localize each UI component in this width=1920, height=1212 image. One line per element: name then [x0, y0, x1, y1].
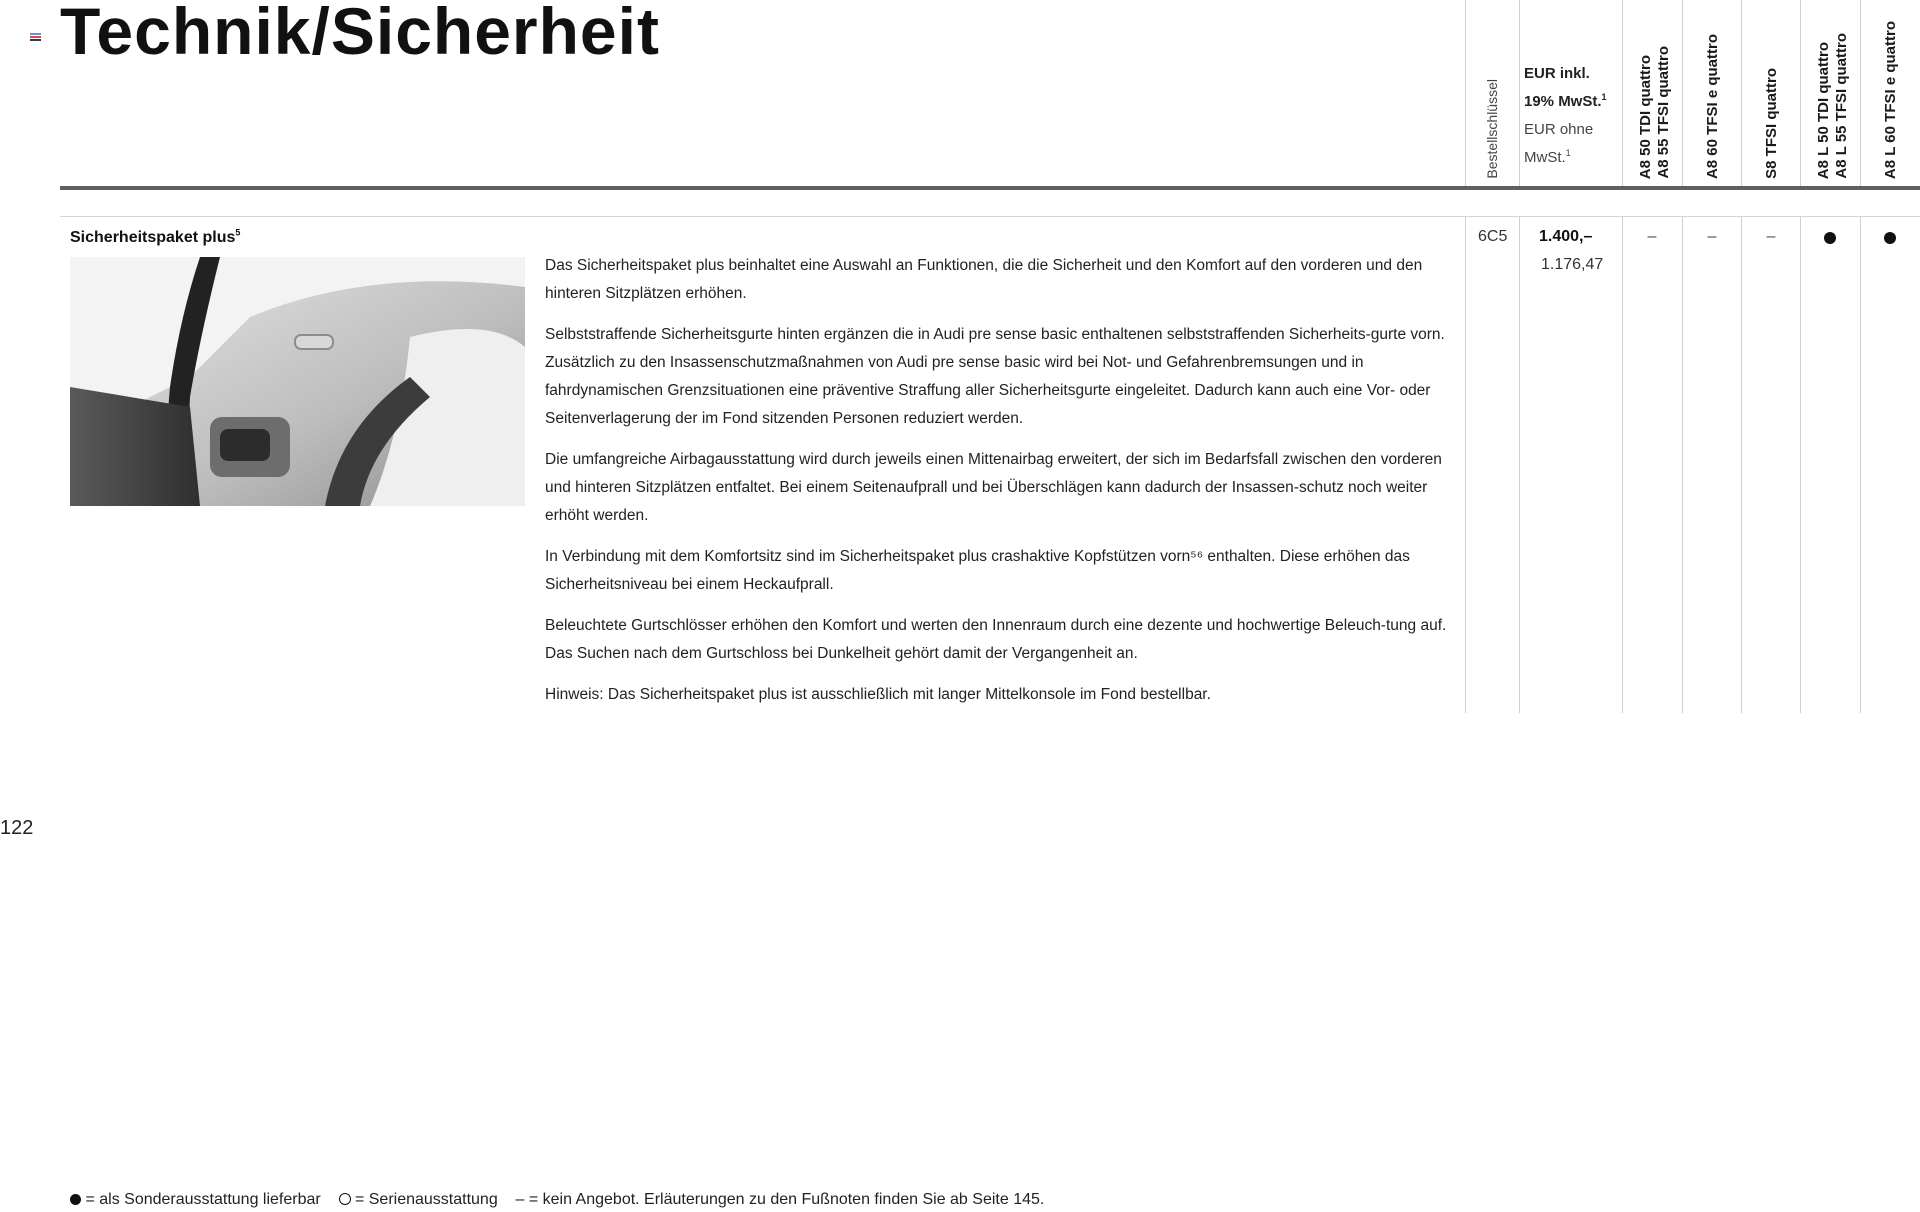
- open-circle-icon: [339, 1193, 351, 1205]
- column-divider: [1800, 217, 1801, 713]
- page-number: 122: [0, 817, 34, 839]
- page-title: Technik/Sicherheit: [60, 0, 660, 68]
- description-paragraph: Das Sicherheitspaket plus beinhaltet eine Auswahl an Funktionen, die die Sicherheit und den Komfort auf den vorderen und den hinteren Sitzplätzen erhöhen.: [545, 257, 1423, 302]
- column-divider: [1622, 0, 1623, 186]
- availability-value: –: [1707, 228, 1717, 245]
- model-header-3: S8 TFSI quattro: [1763, 68, 1780, 179]
- column-divider: [1465, 0, 1466, 186]
- flag-icon: [30, 33, 41, 42]
- model-header-1a: A8 50 TDI quattro: [1637, 54, 1654, 179]
- price-excl-vat: 1.176,47: [1541, 256, 1604, 273]
- filled-dot-icon: [1884, 232, 1896, 244]
- availability-cell: [1682, 228, 1742, 246]
- column-divider: [1682, 217, 1683, 713]
- availability-value: –: [1766, 228, 1776, 245]
- model-header-1b: A8 55 TFSI quattro: [1655, 46, 1672, 179]
- column-divider: [1860, 217, 1861, 713]
- column-divider: [1860, 0, 1861, 186]
- model-header-4a: A8 L 50 TDI quattro: [1815, 41, 1832, 179]
- column-divider: [1519, 217, 1520, 713]
- availability-value: –: [1647, 228, 1657, 245]
- item-description: [545, 252, 1455, 722]
- description-paragraph: Selbststraffende Sicherheitsgurte hinten ergänzen die in Audi pre sense basic enthaltenen selbststraffenden Sicherheits-gurte vorn. Zusätzlich zu den Insassenschutzmaßnahmen von Audi pre sense basic wird bei Not- und Gefahrenbremsungen und in fahrdynamischen Grenzsituationen eine präventive Straffung aller Sicherheitsgurte eingeleitet. Dadurch kann auch eine Vor- oder Seitenverlagerung der im Fond sitzenden Personen reduziert werden.: [545, 326, 1445, 427]
- price-header: [1524, 60, 1607, 172]
- price-excl-label-1: EUR ohne: [1524, 121, 1594, 138]
- legend-optional: = als Sonderausstattung lieferbar: [85, 1191, 321, 1208]
- price-incl-label-1: EUR inkl.: [1524, 65, 1590, 82]
- price-excl-label-2: MwSt.: [1524, 149, 1566, 166]
- description-paragraph: Beleuchtete Gurtschlösser erhöhen den Komfort und werten den Innenraum durch eine dezente und hochwertige Beleuch-tung auf. Das Suchen nach dem Gurtschloss bei Dunkelheit gehört damit der Vergangenheit an.: [545, 617, 1447, 662]
- row-rule: [60, 216, 1920, 217]
- model-header-2: A8 60 TFSI e quattro: [1704, 33, 1721, 179]
- availability-cell: [1860, 228, 1920, 249]
- item-footnote: 5: [235, 227, 241, 238]
- price-incl-vat: 1.400,–: [1539, 228, 1593, 245]
- car-interior-seatbelt-photo: [70, 257, 525, 506]
- column-divider: [1682, 0, 1683, 186]
- availability-cell: [1741, 228, 1801, 246]
- column-divider: [1465, 217, 1466, 713]
- availability-cell: [1800, 228, 1860, 249]
- filled-dot-icon: [70, 1194, 81, 1205]
- legend-none: – = kein Angebot. Erläuterungen zu den Fußnoten finden Sie ab Seite 145.: [515, 1191, 1045, 1208]
- order-code: 6C5: [1478, 228, 1508, 245]
- footnote-mark: 1: [1565, 148, 1571, 158]
- item-title-text: Sicherheitspaket plus: [70, 229, 236, 246]
- model-header-5: A8 L 60 TFSI e quattro: [1882, 20, 1899, 179]
- legend: [70, 1191, 1044, 1209]
- model-header-4b: A8 L 55 TFSI quattro: [1833, 33, 1850, 179]
- availability-cell: [1622, 228, 1682, 246]
- order-key-header: Bestellschlüssel: [1484, 79, 1500, 179]
- price-incl-label-2: 19% MwSt.: [1524, 93, 1602, 110]
- footnote-mark: 1: [1601, 92, 1607, 102]
- column-divider: [1800, 0, 1801, 186]
- column-divider: [1741, 0, 1742, 186]
- item-title: [70, 229, 240, 247]
- filled-dot-icon: [1824, 232, 1836, 244]
- legend-standard: = Serienausstattung: [354, 1191, 498, 1208]
- column-divider: [1622, 217, 1623, 713]
- header-rule: [60, 186, 1920, 190]
- description-paragraph: In Verbindung mit dem Komfortsitz sind im Sicherheitspaket plus crashaktive Kopfstützen vorn⁵⁶ enthalten. Diese erhöhen das Sicherheitsniveau bei einem Heckaufprall.: [545, 548, 1410, 593]
- column-divider: [1519, 0, 1520, 186]
- column-divider: [1741, 217, 1742, 713]
- description-paragraph: Hinweis: Das Sicherheitspaket plus ist ausschließlich mit langer Mittelkonsole im Fond bestellbar.: [545, 686, 1211, 703]
- description-paragraph: Die umfangreiche Airbagausstattung wird durch jeweils einen Mittenairbag erweitert, der sich im Bedarfsfall zwischen den vorderen und hinteren Sitzplätzen entfaltet. Bei einem Seitenaufprall und bei Überschlägen kann dadurch der Insassen-schutz noch weiter erhöht werden.: [545, 451, 1442, 524]
